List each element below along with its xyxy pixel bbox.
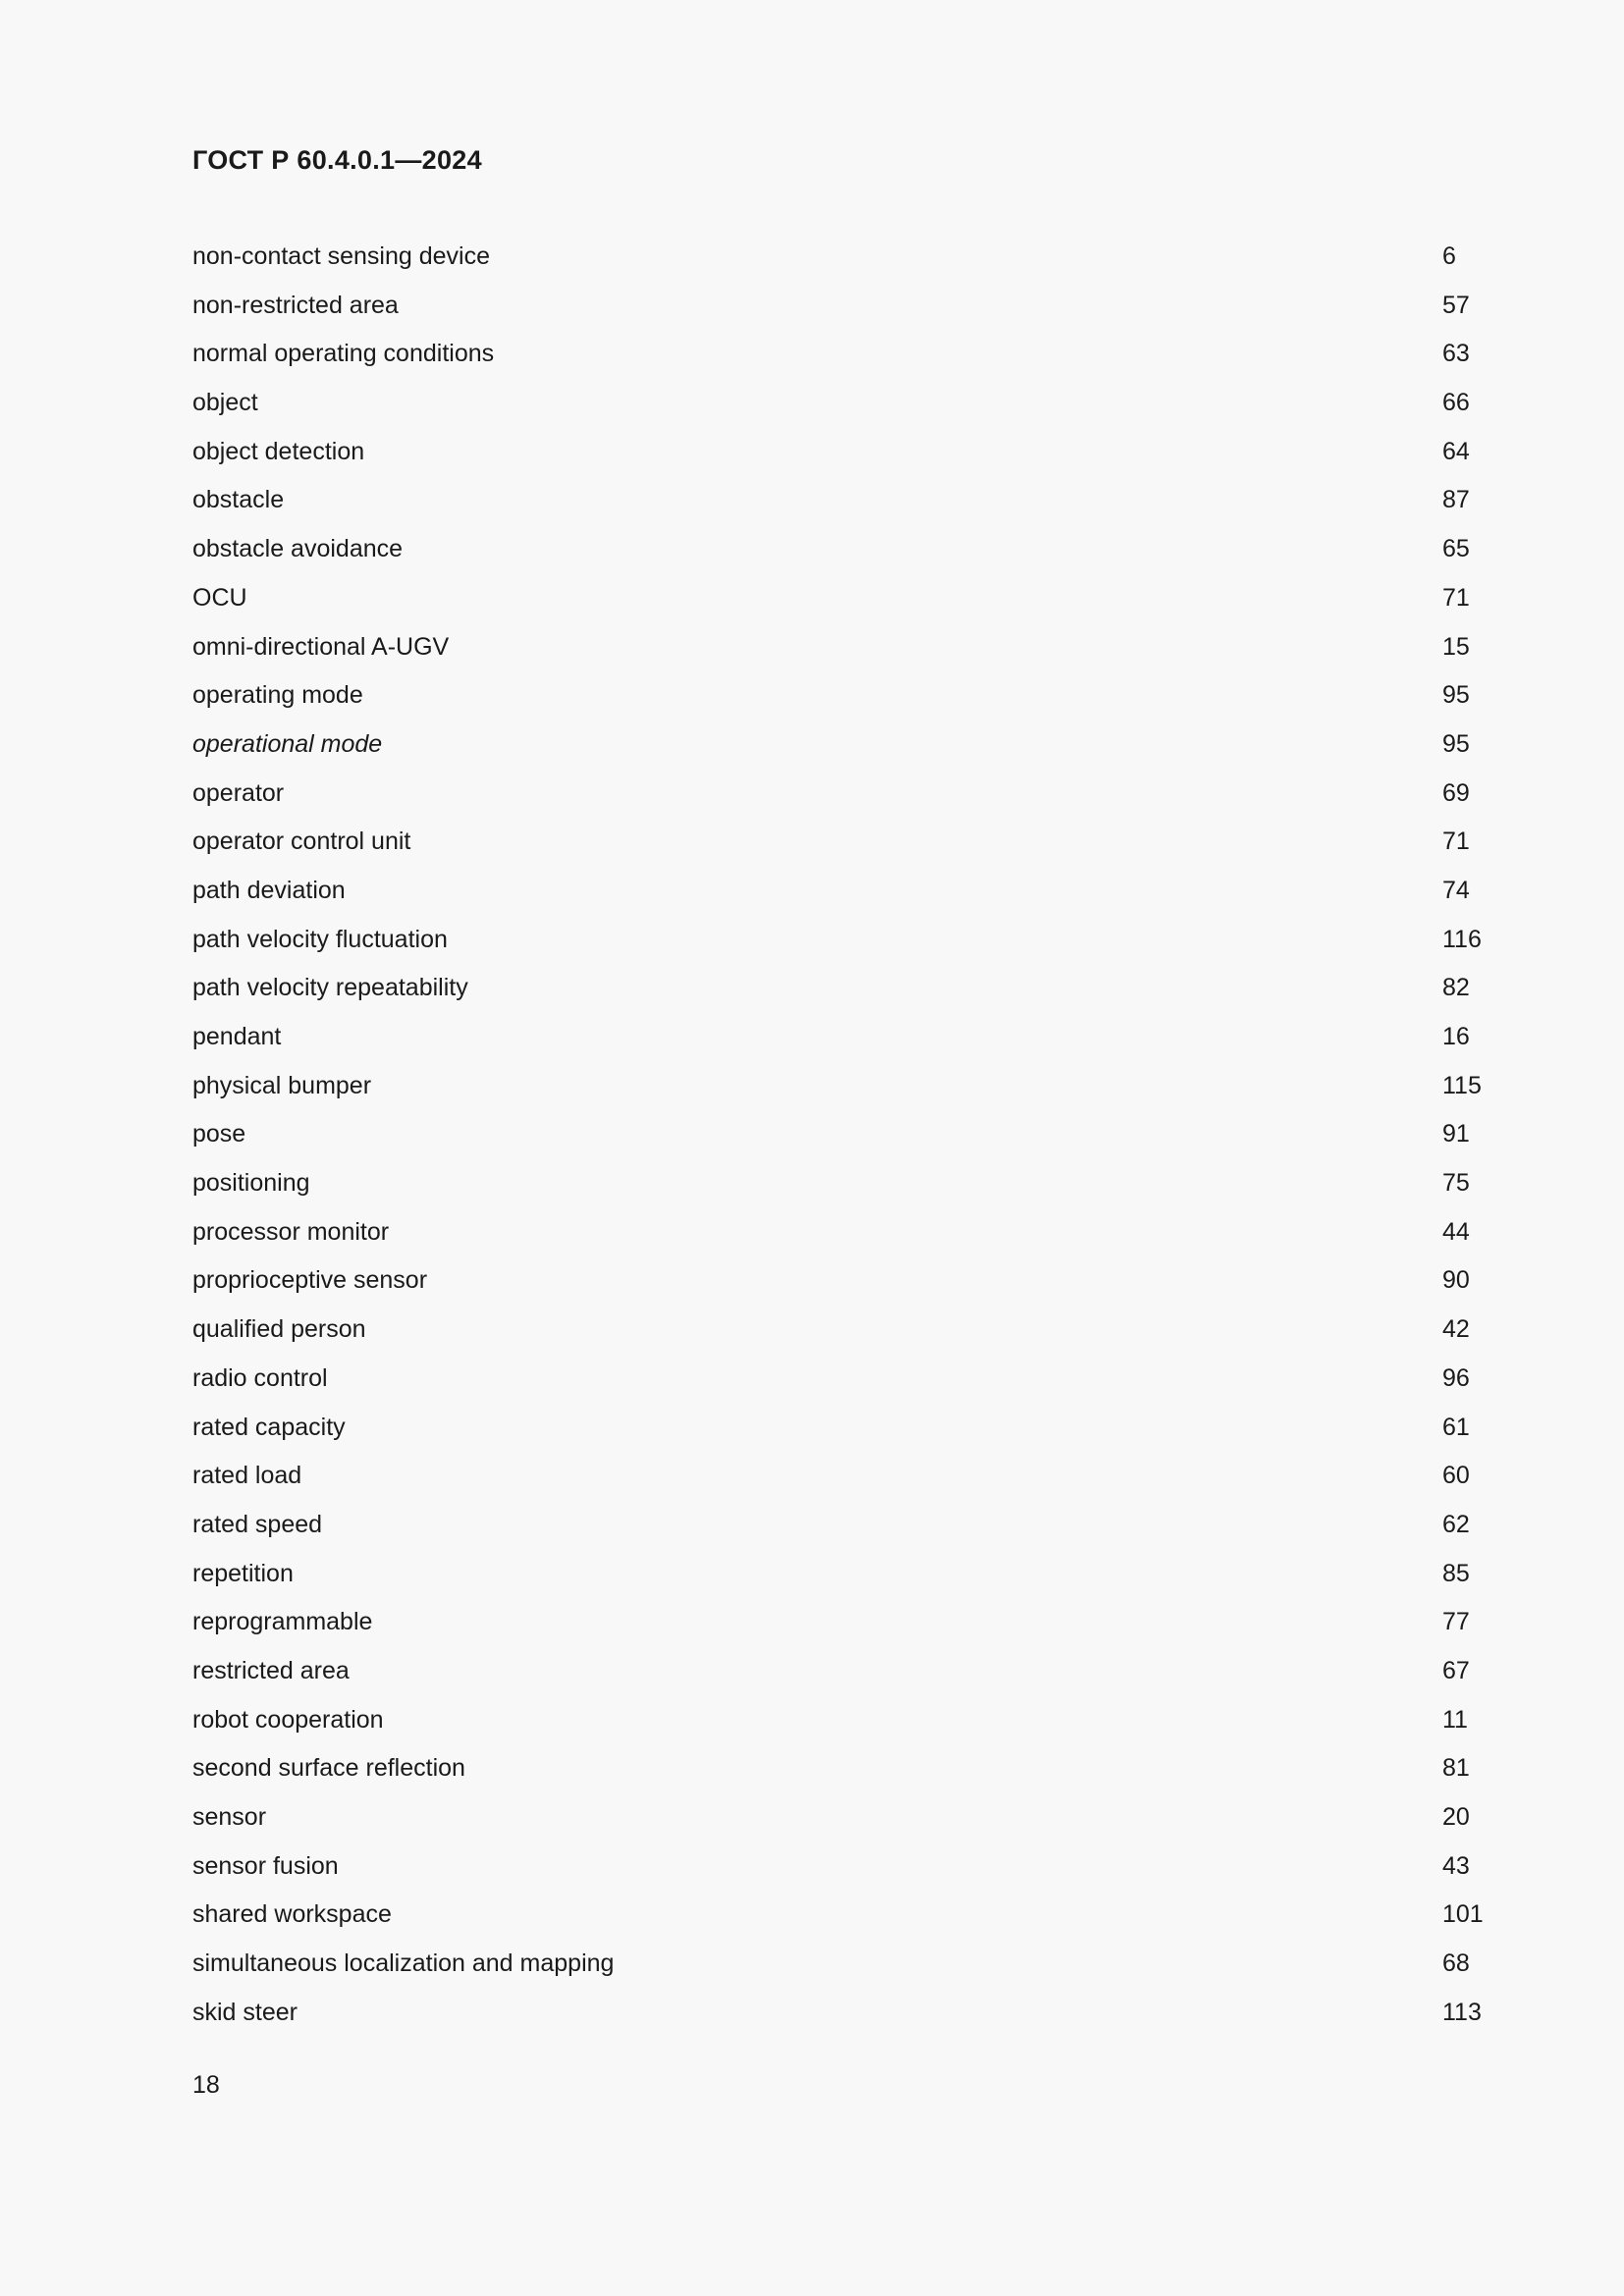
index-reference-number: 44 — [1442, 1217, 1470, 1246]
index-term: rated speed — [192, 1510, 323, 1538]
index-reference-number: 43 — [1442, 1851, 1470, 1880]
index-term: pose — [192, 1120, 246, 1148]
index-term: robot cooperation — [192, 1705, 384, 1734]
index-entry — [192, 482, 1498, 531]
index-term: object detection — [192, 437, 365, 465]
index-term: rated capacity — [192, 1413, 346, 1441]
index-term: processor monitor — [192, 1217, 390, 1246]
index-reference-number: 11 — [1442, 1705, 1468, 1734]
index-reference-number: 95 — [1442, 729, 1470, 758]
index-term: positioning — [192, 1169, 310, 1198]
index-term: simultaneous localization and mapping — [192, 1949, 615, 1978]
index-entry — [192, 1653, 1498, 1702]
index-term: proprioceptive sensor — [192, 1266, 428, 1295]
index-term: sensor — [192, 1803, 267, 1831]
page-number: 18 — [192, 2071, 220, 2099]
index-term: non-restricted area — [192, 291, 399, 319]
index-entry — [192, 1410, 1498, 1459]
index-entry — [192, 726, 1498, 775]
index-reference-number: 74 — [1442, 876, 1470, 904]
index-term: skid steer — [192, 1998, 298, 2026]
index-reference-number: 82 — [1442, 974, 1470, 1002]
index-reference-number: 61 — [1442, 1413, 1470, 1441]
index-reference-number: 85 — [1442, 1559, 1470, 1587]
index-entry — [192, 434, 1498, 483]
index-term: qualified person — [192, 1315, 366, 1344]
index-reference-number: 75 — [1442, 1169, 1470, 1198]
index-reference-number: 66 — [1442, 389, 1470, 417]
index-entry — [192, 1311, 1498, 1361]
index-reference-number: 71 — [1442, 828, 1470, 856]
index-entry — [192, 1214, 1498, 1263]
index-entry — [192, 1068, 1498, 1117]
index-reference-number: 96 — [1442, 1363, 1470, 1392]
index-entry — [192, 775, 1498, 825]
index-term: operator — [192, 778, 285, 807]
index-term: radio control — [192, 1363, 328, 1392]
index-entry — [192, 677, 1498, 726]
index-term: obstacle — [192, 486, 285, 514]
index-reference-number: 65 — [1442, 535, 1470, 563]
index-term: restricted area — [192, 1656, 350, 1684]
index-entry — [192, 970, 1498, 1019]
index-reference-number: 77 — [1442, 1608, 1470, 1636]
index-term: physical bumper — [192, 1071, 372, 1099]
index-reference-number: 64 — [1442, 437, 1470, 465]
index-term: rated load — [192, 1462, 302, 1490]
index-reference-number: 81 — [1442, 1754, 1470, 1783]
index-reference-number: 62 — [1442, 1510, 1470, 1538]
index-reference-number: 95 — [1442, 681, 1470, 710]
index-entry — [192, 629, 1498, 678]
index-term: path velocity fluctuation — [192, 925, 448, 953]
index-reference-number: 42 — [1442, 1315, 1470, 1344]
index-term: second surface reflection — [192, 1754, 465, 1783]
index-term: normal operating conditions — [192, 340, 495, 368]
index-entry — [192, 1458, 1498, 1507]
index-entry — [192, 336, 1498, 385]
index-entry — [192, 1262, 1498, 1311]
index-reference-number: 90 — [1442, 1266, 1470, 1295]
index-term: obstacle avoidance — [192, 535, 404, 563]
index-reference-number: 116 — [1442, 925, 1482, 953]
index-reference-number: 69 — [1442, 778, 1470, 807]
index-reference-number: 68 — [1442, 1949, 1470, 1978]
index-reference-number: 16 — [1442, 1023, 1470, 1050]
index-entry — [192, 531, 1498, 580]
index-reference-number: 60 — [1442, 1462, 1470, 1490]
index-reference-number: 113 — [1442, 1998, 1482, 2026]
index-term: shared workspace — [192, 1900, 392, 1929]
index-term: non-contact sensing device — [192, 242, 490, 270]
index-entry — [192, 873, 1498, 922]
index-entry — [192, 580, 1498, 629]
index-entry — [192, 1848, 1498, 1897]
index-entry — [192, 1361, 1498, 1410]
index-entry — [192, 1604, 1498, 1653]
index-term: repetition — [192, 1559, 294, 1587]
index-reference-number: 71 — [1442, 583, 1470, 612]
index-reference-number: 20 — [1442, 1803, 1470, 1831]
index-term: path deviation — [192, 876, 346, 904]
terms-index — [192, 239, 1498, 2043]
index-entry — [192, 385, 1498, 434]
index-entry — [192, 1946, 1498, 1995]
index-reference-number: 15 — [1442, 632, 1470, 661]
index-entry — [192, 1750, 1498, 1799]
index-entry — [192, 1896, 1498, 1946]
index-entry — [192, 1507, 1498, 1556]
index-entry — [192, 1702, 1498, 1751]
index-term: path velocity repeatability — [192, 974, 468, 1002]
index-term: operational mode — [192, 729, 383, 758]
index-term: pendant — [192, 1023, 282, 1050]
index-entry — [192, 1116, 1498, 1165]
index-term: OCU — [192, 583, 247, 612]
index-entry — [192, 1995, 1498, 2044]
document-header: ГОСТ Р 60.4.0.1—2024 — [192, 145, 482, 175]
index-entry — [192, 1556, 1498, 1605]
index-term: object — [192, 389, 258, 417]
index-reference-number: 115 — [1442, 1071, 1482, 1099]
index-entry — [192, 922, 1498, 971]
index-reference-number: 63 — [1442, 340, 1470, 368]
index-entry — [192, 1799, 1498, 1848]
index-reference-number: 91 — [1442, 1120, 1470, 1148]
index-term: omni-directional A-UGV — [192, 632, 450, 661]
index-reference-number: 6 — [1442, 242, 1456, 270]
index-entry — [192, 1165, 1498, 1214]
index-reference-number: 87 — [1442, 486, 1470, 514]
index-entry — [192, 1019, 1498, 1068]
index-entry — [192, 288, 1498, 337]
index-reference-number: 57 — [1442, 291, 1470, 319]
index-term: operator control unit — [192, 828, 411, 856]
index-term: sensor fusion — [192, 1851, 339, 1880]
index-reference-number: 67 — [1442, 1656, 1470, 1684]
index-term: reprogrammable — [192, 1608, 373, 1636]
index-reference-number: 101 — [1442, 1900, 1484, 1929]
index-term: operating mode — [192, 681, 363, 710]
index-entry — [192, 824, 1498, 873]
index-entry — [192, 239, 1498, 288]
